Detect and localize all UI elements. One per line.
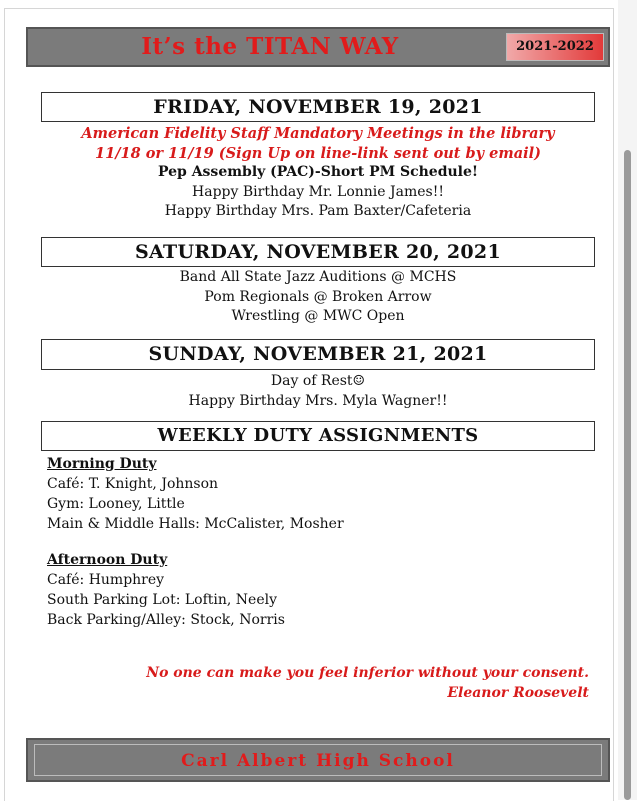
morning-duty-item: Gym: Looney, Little <box>47 496 185 512</box>
friday-red-line-2: 11/18 or 11/19 (Sign Up on line-link sent out by email) <box>95 144 541 162</box>
quote-author: Eleanor Roosevelt <box>447 685 589 701</box>
afternoon-duty-block <box>47 550 285 630</box>
morning-duty-item: Main & Middle Halls: McCalister, Mosher <box>47 516 344 532</box>
quote-block <box>146 663 589 703</box>
saturday-heading: SATURDAY, NOVEMBER 20, 2021 <box>41 237 595 267</box>
saturday-line-3: Wrestling @ MWC Open <box>231 308 405 324</box>
afternoon-duty-item: South Parking Lot: Loftin, Neely <box>47 592 278 608</box>
afternoon-duty-item: Back Parking/Alley: Stock, Norris <box>47 612 285 628</box>
footer-banner <box>26 738 610 782</box>
year-badge: 2021-2022 <box>506 33 604 61</box>
sunday-section <box>41 372 595 411</box>
morning-duty-block <box>47 454 344 534</box>
friday-bold-line: Pep Assembly (PAC)-Short PM Schedule! <box>157 164 479 180</box>
banner-title: It’s the TITAN WAY <box>141 33 399 60</box>
saturday-line-2: Pom Regionals @ Broken Arrow <box>204 288 432 305</box>
friday-heading: FRIDAY, NOVEMBER 19, 2021 <box>41 92 595 122</box>
friday-red-line-1: American Fidelity Staff Mandatory Meetings in the library <box>81 125 555 142</box>
morning-duty-title: Morning Duty <box>47 456 157 472</box>
scrollbar-thumb[interactable] <box>624 150 631 800</box>
sunday-heading: SUNDAY, NOVEMBER 21, 2021 <box>41 339 595 370</box>
quote-text: No one can make you feel inferior without your consent. <box>146 665 589 681</box>
title-banner <box>26 27 610 67</box>
saturday-line-1: Band All State Jazz Auditions @ MCHS <box>179 269 457 285</box>
friday-section <box>41 124 595 222</box>
sunday-line-2: Happy Birthday Mrs. Myla Wagner!! <box>188 392 448 409</box>
friday-line-1: Happy Birthday Mr. Lonnie James!! <box>192 183 444 200</box>
sunday-line-1: Day of Rest☺ <box>270 373 366 389</box>
saturday-section <box>41 268 595 327</box>
friday-line-2: Happy Birthday Mrs. Pam Baxter/Cafeteria <box>164 203 472 219</box>
afternoon-duty-item: Café: Humphrey <box>47 572 165 588</box>
school-name: Carl Albert High School <box>34 744 602 776</box>
duty-heading: WEEKLY DUTY ASSIGNMENTS <box>41 421 595 451</box>
afternoon-duty-title: Afternoon Duty <box>47 552 168 568</box>
morning-duty-item: Café: T. Knight, Johnson <box>47 476 219 492</box>
